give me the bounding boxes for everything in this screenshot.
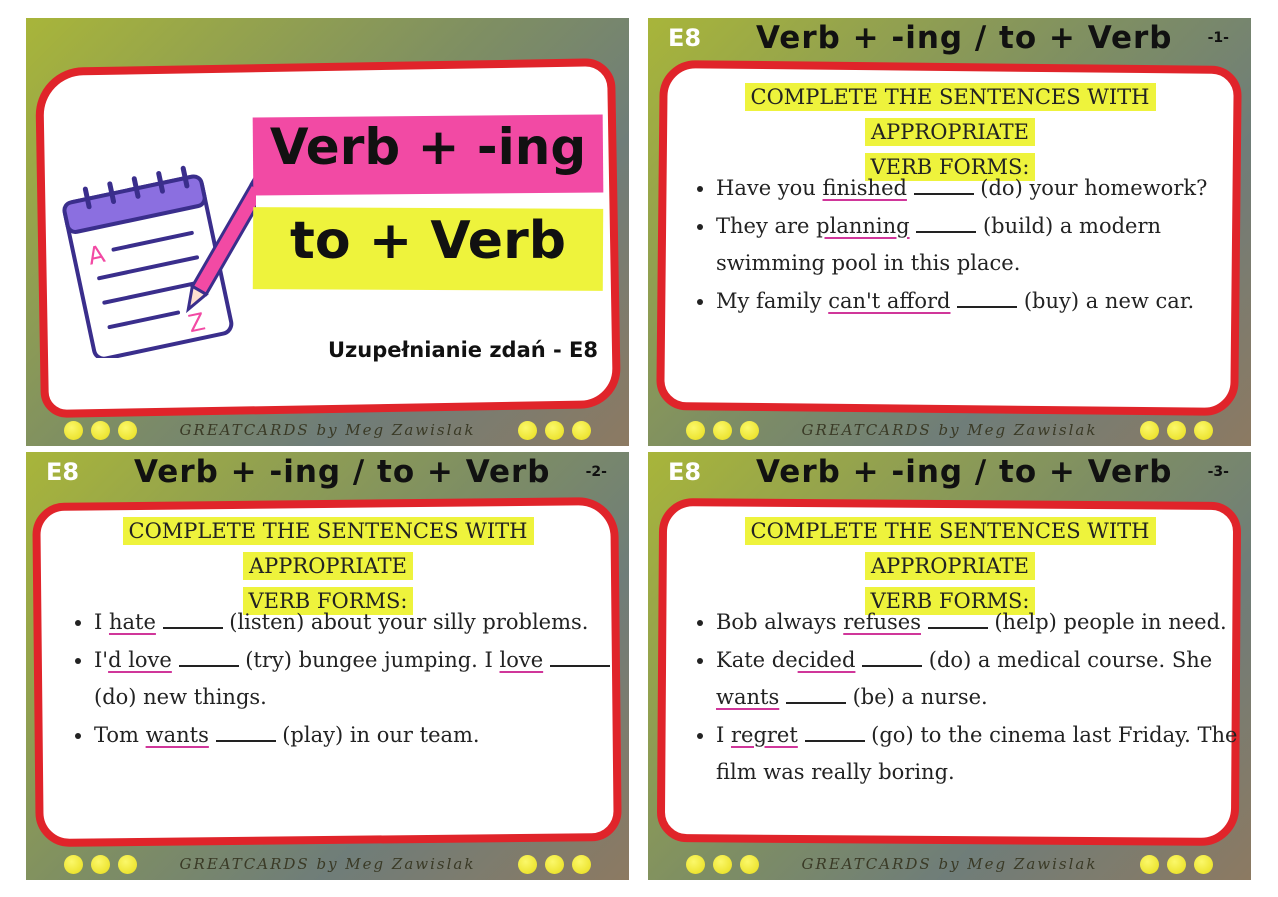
answer-blank[interactable]	[786, 684, 846, 704]
sentence-list	[64, 604, 629, 754]
answer-blank[interactable]	[805, 722, 865, 742]
cover-title-line2: to + Verb	[290, 211, 566, 271]
header-code: E8	[668, 458, 702, 486]
answer-blank[interactable]	[550, 647, 610, 667]
footer-dots-right	[1140, 855, 1213, 874]
answer-blank[interactable]	[216, 722, 276, 742]
answer-blank[interactable]	[916, 213, 976, 233]
card-footer	[648, 850, 1251, 880]
instruction: COMPLETE THE SENTENCES WITH APPROPRIATE VERB FORMS:	[676, 80, 1224, 185]
list-item: • They are planning (build) a modern swimming pool in this place.	[716, 208, 1251, 283]
svg-text:A: A	[85, 239, 108, 271]
answer-blank[interactable]	[862, 647, 922, 667]
footer-credit: GREATCARDS by Meg Zawislak	[179, 421, 476, 439]
answer-blank[interactable]	[957, 288, 1017, 308]
instruction: COMPLETE THE SENTENCES WITH APPROPRIATE VERB FORMS:	[676, 514, 1224, 619]
cover-subtitle: Uzupełnianie zdań - E8	[328, 338, 598, 362]
header-title: Verb + -ing / to + Verb	[756, 20, 1173, 56]
list-item: • I hate (listen) about your silly problems.	[94, 604, 629, 642]
list-item: • Tom wants (play) in our team.	[94, 717, 629, 755]
footer-credit: GREATCARDS by Meg Zawislak	[179, 855, 476, 873]
exercise-card-1	[648, 18, 1251, 446]
exercise-card-3	[648, 452, 1251, 880]
footer-dots-right	[518, 421, 591, 440]
footer-credit: GREATCARDS by Meg Zawislak	[801, 421, 1098, 439]
list-item: • My family can't afford (buy) a new car.	[716, 283, 1251, 321]
notebook-pencil-icon	[56, 148, 256, 358]
cover-title-line1: Verb + -ing	[269, 118, 587, 176]
list-item: • I'd love (try) bungee jumping. I love (do) new things.	[94, 642, 629, 717]
card-number: -3-	[1207, 464, 1229, 480]
answer-blank[interactable]	[928, 609, 988, 629]
card-number: -1-	[1207, 30, 1229, 46]
cover-card	[26, 18, 629, 446]
card-number: -2-	[585, 464, 607, 480]
header-title: Verb + -ing / to + Verb	[756, 454, 1173, 490]
answer-blank[interactable]	[914, 175, 974, 195]
list-item: • Kate decided (do) a medical course. She wants (be) a nurse.	[716, 642, 1251, 717]
header-code: E8	[46, 458, 80, 486]
card-footer	[26, 416, 629, 446]
exercise-card-2	[26, 452, 629, 880]
footer-credit: GREATCARDS by Meg Zawislak	[801, 855, 1098, 873]
sentence-list	[686, 604, 1251, 792]
footer-dots-right	[518, 855, 591, 874]
svg-text:Z: Z	[185, 307, 208, 339]
header-title: Verb + -ing / to + Verb	[134, 454, 551, 490]
list-item: • Bob always refuses (help) people in need.	[716, 604, 1251, 642]
header-code: E8	[668, 24, 702, 52]
answer-blank[interactable]	[163, 609, 223, 629]
sentence-list	[686, 170, 1251, 320]
answer-blank[interactable]	[179, 647, 239, 667]
instruction: COMPLETE THE SENTENCES WITH APPROPRIATE VERB FORMS:	[54, 514, 602, 619]
list-item: • I regret (go) to the cinema last Friday. The film was really boring.	[716, 717, 1251, 792]
card-footer	[648, 416, 1251, 446]
footer-dots-right	[1140, 421, 1213, 440]
list-item: • Have you finished (do) your homework?	[716, 170, 1251, 208]
card-footer	[26, 850, 629, 880]
